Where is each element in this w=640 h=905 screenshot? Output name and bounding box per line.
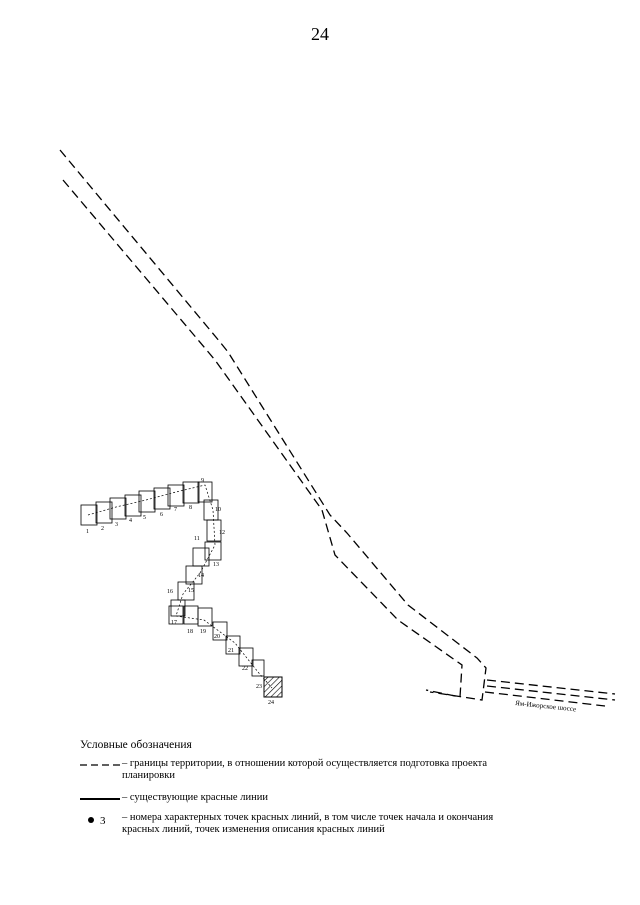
territory-boundary-upper bbox=[60, 150, 486, 700]
point-number-label: 20 bbox=[214, 634, 220, 640]
point-number-label: 11 bbox=[194, 536, 200, 542]
red-line-square bbox=[205, 542, 221, 560]
point-number-label: 9 bbox=[201, 478, 204, 484]
point-number-label: 7 bbox=[174, 507, 177, 513]
red-line-square bbox=[110, 498, 126, 519]
end-square-hatched bbox=[264, 677, 282, 697]
road-boundary-2 bbox=[487, 680, 615, 694]
red-line-square bbox=[193, 548, 209, 566]
point-number-label: 6 bbox=[160, 512, 163, 518]
point-number-label: 21 bbox=[228, 648, 234, 654]
point-number-label: 22 bbox=[242, 666, 248, 672]
point-number-label: 8 bbox=[189, 505, 192, 511]
point-number-label: 3 bbox=[115, 522, 118, 528]
legend-title: Условные обозначения bbox=[80, 739, 192, 751]
red-line-square bbox=[198, 608, 212, 626]
legend-item-text: – существующие красные линии bbox=[122, 792, 268, 803]
legend-item-text: – границы территории, в отношении которой осуществляется подготовка проекта планировки bbox=[122, 758, 488, 781]
solid-line-icon bbox=[80, 796, 120, 802]
point-number-label: 18 bbox=[187, 629, 193, 635]
point-marker-icon bbox=[88, 815, 106, 827]
point-number-label: 14 bbox=[198, 573, 204, 579]
point-marker-label: 3 bbox=[100, 815, 106, 827]
red-line-square bbox=[252, 660, 264, 676]
point-number-label: 13 bbox=[213, 562, 219, 568]
dashed-line-icon bbox=[80, 762, 120, 768]
road-boundary-1 bbox=[487, 686, 615, 700]
point-number-label: 23 bbox=[256, 684, 262, 690]
point-number-label: 15 bbox=[188, 588, 194, 594]
red-line-square bbox=[183, 482, 199, 503]
existing-red-line bbox=[88, 485, 272, 688]
point-number-label: 10 bbox=[215, 507, 221, 513]
point-number-label: 12 bbox=[219, 530, 225, 536]
red-line-square bbox=[96, 502, 112, 523]
point-number-label: 1 bbox=[86, 529, 89, 535]
point-number-label: 19 bbox=[200, 629, 206, 635]
point-number-label: 2 bbox=[101, 526, 104, 532]
point-number-label: 17 bbox=[171, 620, 177, 626]
page-number: 24 bbox=[311, 24, 329, 44]
road-label: Ям-Ижорское шоссе bbox=[514, 699, 577, 714]
territory-boundary-lower bbox=[63, 180, 462, 697]
point-number-label: 16 bbox=[167, 589, 173, 595]
point-number-label: 4 bbox=[129, 518, 132, 524]
point-number-label: 24 bbox=[268, 700, 274, 706]
legend-item-text: – номера характерных точек красных линий, в том числе точек начала и окончания красных линий, точек изменения описания красных линий bbox=[122, 812, 494, 835]
red-line-square bbox=[184, 606, 198, 624]
point-number-label: 5 bbox=[143, 515, 146, 521]
